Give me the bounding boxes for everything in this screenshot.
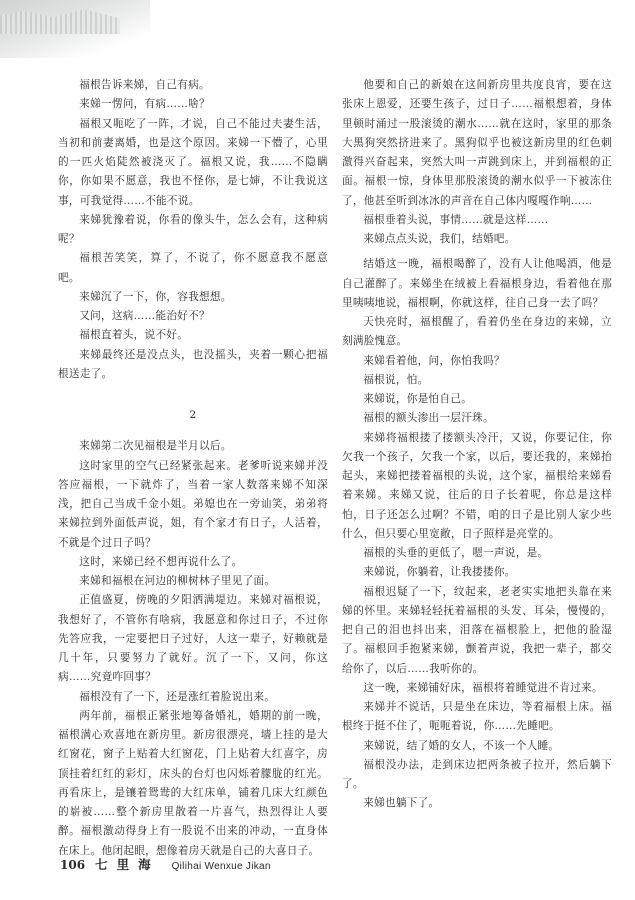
paragraph: 两年前，福根正紧张地筹备婚礼，婚期的前一晚，福根满心欢喜地在新房里。新房很漂亮，墙上挂的是大红窗花，窗子上贴着大红窗花，门上贴着大红喜字，房顶挂着红红的彩灯，床头的台灯也闪烁着朦胧的红光。再看床上，是镶着鸳鸯的大红床单，铺着几床大红颜色的崭被……整个新房里散着一片喜气，热烈得让人要醉。福根激动得身上有一股说不出来的冲动，一直身体在床上。他闭起眼，想像着房天就是自己的大喜日子。: [58, 709, 328, 857]
paragraph: 来娣将福根搂了搂额头冷汗，又说，你要记住，你欠我一个孩子，欠我一个家，以后，要还我的，来娣抬起头，来娣把搂着福根的头说，这个家，福根给来娣看着来娣。来娣又说，往后的日子长着呢，你总是这样怕，日子还怎么过啊？不错，咱的日子是比别人家少些什么，但只要心里宽敞，日子照样是亮堂的。: [342, 431, 612, 540]
paragraph: 福根又呃吃了一阵，才说，自己不能过夫妻生活，当初和前妻离婚，也是这个原因。来娣一下懵了，心里的一匹火焰陡然被浇灭了。福根又说，我……不隐瞒你，你如果不愿意，我也不怪你，是七婶，不让我说这事，可我觉得……不能不说。: [58, 117, 328, 207]
paragraph: 又问，这病……能治好不？: [79, 310, 210, 322]
paragraph: 来娣说，你是怕自己。: [363, 393, 473, 405]
paragraph: 来娣最终还是没点头，也没摇头，夹着一颗心把福根送走了。: [58, 348, 328, 380]
paragraph: 天快亮时，福根醒了，看着仍坐在身边的来娣，立刻满脸愧意。: [342, 316, 612, 348]
paragraph: 福根迟疑了一下，纹起来，老老实实地把头靠在来娣的怀里。来娣轻轻抚着福根的头发、耳朵，慢慢的，把自己的泪也抖出来，泪落在福根脸上，把他的脸湿了。福根回手抱紧来娣，颤着声说，我把一辈子，都交给你了，以后……我听你的。: [342, 585, 612, 675]
page-footer: [60, 855, 600, 875]
paragraph: 他要和自己的新娘在这间新房里共度良宵，要在这张床上恩爱，还要生孩子，过日子……福根想着，身体里顿时涌过一股滚烫的潮水……就在这时，家里的那条大黑狗突然挤进来了。黑狗似乎也被这新房里的红色刺激得兴奋起来，突然大叫一声跳到床上，并到福根的正面。福根一惊，身体里那股滚烫的潮水似乎一下被冻住了，他甚至听到冰冰的声音在自己体内嘎嘎作响……: [342, 79, 612, 207]
paragraph: 福根苦笑笑，算了，不说了，你不愿意我不愿意吧。: [58, 252, 328, 284]
section-number: 2: [189, 409, 197, 421]
paragraph: 来娣沉了一下，你，容我想想。: [79, 290, 232, 303]
paragraph: 福根告诉来娣，自己有病。: [79, 79, 210, 91]
paragraph: 福根说，怕。: [363, 373, 429, 386]
paragraph: 这时家里的空气已经紧张起来。老爹听说来娣并没答应福根，一下就炸了，当着一家人数落来娣不知深浅，把自己当成千金小姐。弟媳也在一旁讪笑，弟弟将来娣拉到外面低声说，姐，有个家才有日子，人活着，不就是个过日子吗？: [58, 459, 328, 549]
page-number: 106: [60, 858, 86, 872]
journal-name: 七里海: [95, 857, 160, 872]
corner-ornament: [0, 0, 150, 58]
paragraph: 来娣说，你躺着，让我搂搂你。: [363, 566, 516, 579]
paragraph: 福根垂着头说，事情……就是这样……: [363, 213, 549, 226]
paragraph: 结婚这一晚，福根喝醉了，没有人让他喝酒，他是自己灌醉了。来娣坐在绒被上看福根身边，看着他在那里咦咦地说，福根啊，你就这样，往自己身一去了吗？: [342, 258, 612, 309]
paragraph: 福根的头垂的更低了，嗯一声说，是。: [363, 547, 549, 559]
journal-pinyin: Qilihai Wenxue Jikan: [171, 861, 271, 872]
paragraph: 来娣并不说话，只是坐在床边，等着福根上床。福根终于挺不住了，呃呃着说，你……先睡吧。: [342, 701, 612, 733]
paragraph: 这一晚，来娣铺好床，福根将着睡觉进不肯过来。: [363, 681, 603, 694]
right-column: [342, 76, 612, 814]
paragraph: 来娣第二次见福根是半月以后。: [79, 440, 232, 453]
paragraph: 这时，来娣已经不想再说什么了。: [79, 555, 243, 568]
paragraph: 来娣看着他，问，你怕我吗？: [363, 354, 505, 367]
paragraph: 来娣点点头说，我们，结婚吧。: [363, 233, 516, 245]
left-column: [58, 76, 328, 861]
paragraph: 来娣犹豫着说，你看的像头牛，怎么会有，这种病呢？: [58, 213, 328, 245]
paragraph: 福根没有了一下，还是涨红着脸说出来。: [79, 690, 276, 703]
paragraph: 来娣也躺下了。: [363, 797, 440, 810]
paragraph: 正值盛夏，傍晚的夕阳洒满堤边。来娣对福根说，我想好了，不管你有啥病，我愿意和你过日子，不过你先答应我，一定要把日子过好，人这一辈子，好赖就是几十年，只要努力了就好。沉了一下，又问，你这病……究竟咋回事？: [58, 594, 328, 684]
paragraph: 福根直着头，说不好。: [79, 329, 189, 342]
paragraph: 福根的额头渗出一层汗珠。: [363, 412, 494, 425]
paragraph: 福根没办法，走到床边把两条被子拉开，然后躺下了。: [342, 758, 612, 790]
paragraph: 来娣说，结了婚的女人，不该一个人睡。: [363, 739, 560, 752]
paragraph: 来娣和福根在河边的柳树林子里见了面。: [79, 575, 276, 587]
paragraph: 来娣一愣问，有病……啥？: [79, 98, 210, 111]
